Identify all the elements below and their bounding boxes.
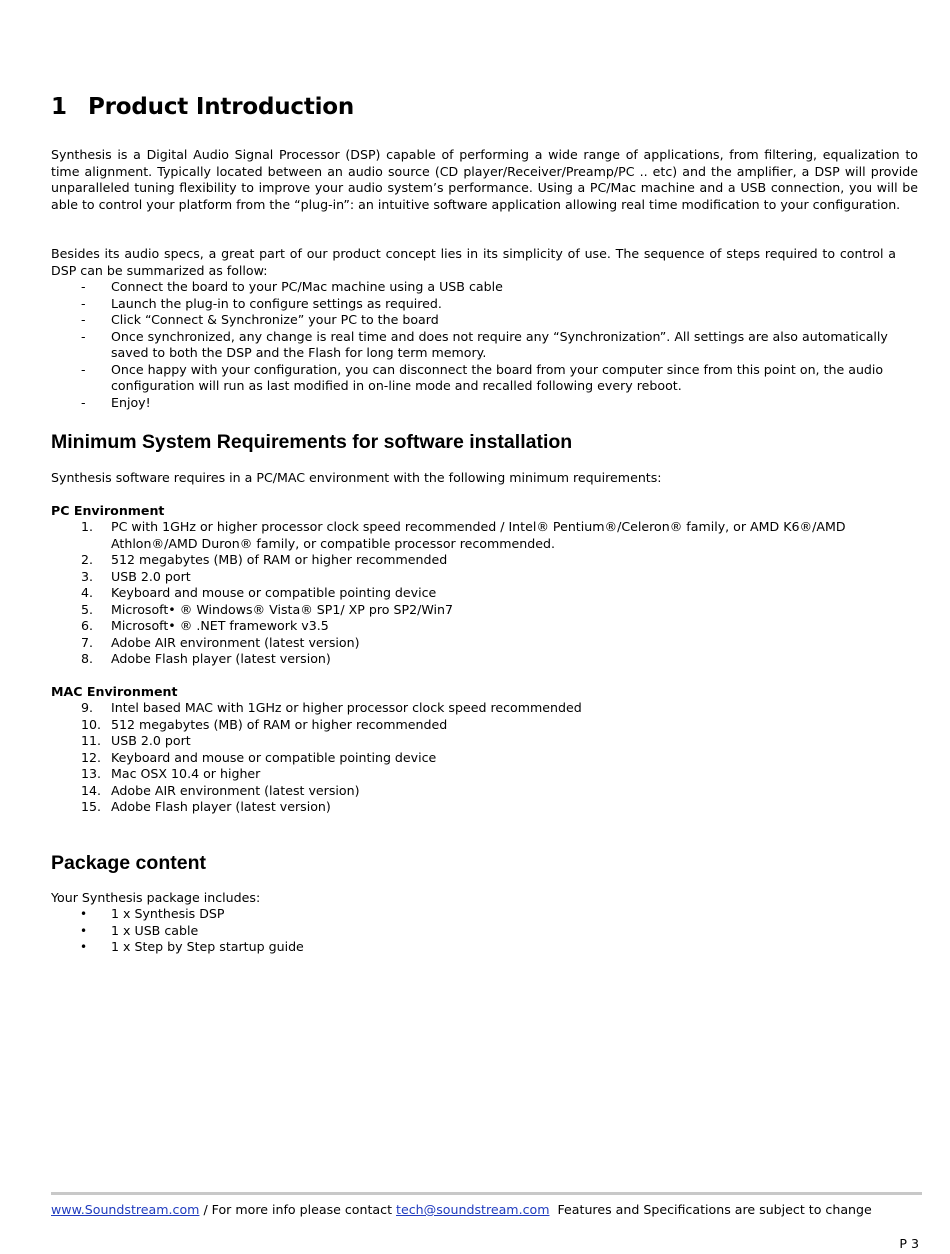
list-item: • 1 x Step by Step startup guide (80, 939, 304, 954)
list-item: 6. Microsoft• ® .NET framework v3.5 (81, 618, 329, 633)
section-heading (51, 94, 354, 120)
list-item: 7. Adobe AIR environment (latest version) (81, 634, 360, 650)
list-item: 5. Microsoft• ® Windows® Vista® SP1/ XP pro SP2/Win7 (81, 601, 453, 617)
list-item: 3. USB 2.0 port (81, 568, 191, 584)
list-item: • 1 x Synthesis DSP (80, 906, 225, 921)
list-item: 2. 512 megabytes (MB) of RAM or higher recommended (81, 552, 448, 567)
list-item: - Enjoy! (81, 394, 151, 410)
list-item: - Launch the plug-in to configure settings as required. (81, 295, 442, 311)
page-number: P 3 (899, 1236, 919, 1251)
list-item: - Once happy with your configuration, you can disconnect the board from your computer since from this point on, the audio configuration will run as last modified in on-line mode and recalled following every reboot. (81, 361, 884, 393)
list-item: 13. Mac OSX 10.4 or higher (81, 766, 261, 781)
section-title: Product Introduction (88, 94, 355, 120)
footer-contact-text: / For more info please contact (199, 1202, 397, 1217)
requirements-heading: Minimum System Requirements for software installation (51, 431, 573, 453)
requirements-intro: Synthesis software requires in a PC/MAC environment with the following minimum requirements: (51, 470, 662, 485)
list-item: 12. Keyboard and mouse or compatible pointing device (81, 749, 437, 765)
steps-list (51, 279, 918, 411)
mac-requirements-list (51, 700, 918, 816)
bullet-icon: • (80, 940, 88, 954)
mac-environment-heading: MAC Environment (51, 684, 178, 699)
list-item: - Once synchronized, any change is real time and does not require any “Synchronization”. All settings are also automatically saved to both the DSP and the Flash for long term memory. (81, 328, 888, 360)
package-heading: Package content (51, 852, 206, 874)
list-item: 8. Adobe Flash player (latest version) (81, 651, 331, 666)
list-item: - Connect the board to your PC/Mac machine using a USB cable (81, 279, 503, 294)
page-footer (51, 1202, 931, 1218)
list-item: 11. USB 2.0 port (81, 733, 191, 748)
list-item: 4. Keyboard and mouse or compatible pointing device (81, 585, 437, 600)
bullet-icon: • (80, 923, 88, 938)
list-item: 15. Adobe Flash player (latest version) (81, 799, 331, 814)
email-link[interactable]: tech@soundstream.com (396, 1202, 550, 1217)
list-item: 14. Adobe AIR environment (latest version) (81, 782, 360, 798)
footer-notice: Features and Specifications are subject to change (549, 1202, 872, 1217)
list-item: 9. Intel based MAC with 1GHz or higher processor clock speed recommended (81, 700, 582, 715)
pc-requirements-list (51, 519, 918, 668)
bullet-icon: • (80, 907, 88, 921)
section-number: 1 (51, 94, 67, 120)
list-item: 1. PC with 1GHz or higher processor clock speed recommended / Intel® Pentium®/Celeron® family, or AMD K6®/AMD Athlon®/AMD Duron® family, or compatible processor recommended. (81, 519, 846, 551)
footer-divider (51, 1192, 922, 1195)
intro-paragraph-2: Besides its audio specs, a great part of our product concept lies in its simplicity of use. The sequence of steps required to control a DSP can be summarized as follow: (51, 246, 896, 278)
intro-paragraph-1: Synthesis is a Digital Audio Signal Processor (DSP) capable of performing a wide range of applications, from filtering, equalization to time alignment. Typically located between an audio source (CD player/Receiver/Preamp/PC .. etc) and the amplifier, a DSP will provide unparalleled tuning flexibility to improve your audio system’s performance. Using a PC/Mac machine and a USB connection, you will be able to control your platform from the “plug-in”: an intuitive software application allowing real time modification to your configuration. (51, 147, 918, 212)
pc-environment-heading: PC Environment (51, 503, 165, 518)
list-item: - Click “Connect & Synchronize” your PC to the board (81, 312, 439, 327)
package-list (51, 906, 918, 956)
list-item: 10. 512 megabytes (MB) of RAM or higher recommended (81, 716, 448, 732)
website-link[interactable]: www.Soundstream.com (51, 1202, 200, 1217)
list-item: • 1 x USB cable (80, 922, 199, 938)
package-intro: Your Synthesis package includes: (51, 890, 261, 905)
